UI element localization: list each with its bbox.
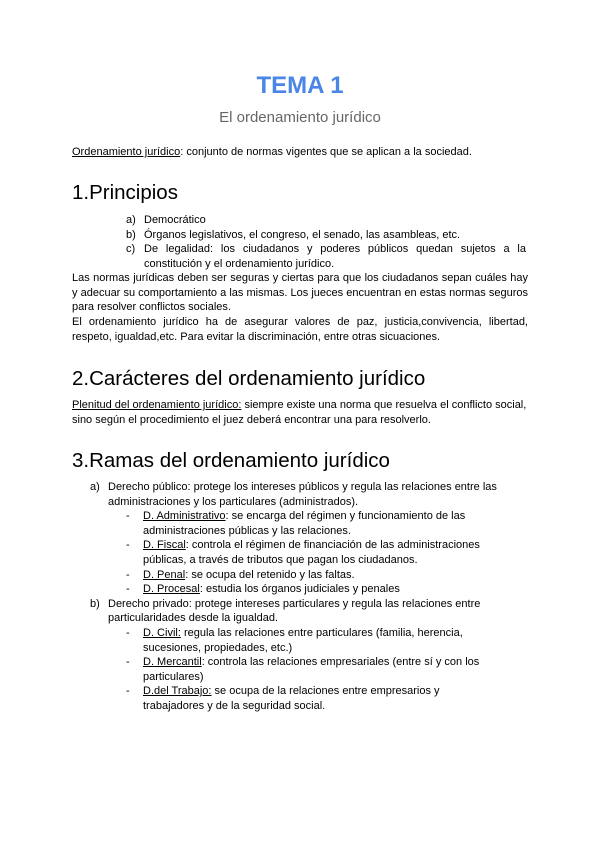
definition-line: [72, 146, 472, 158]
list-item: [126, 228, 526, 243]
list-item-text: : controla las relaciones empresariales (entre sí y con los particulares): [143, 656, 480, 683]
list-marker: a): [90, 481, 100, 493]
list-marker: c): [126, 243, 136, 256]
section2-paragraph: [72, 398, 528, 427]
branch-public: [90, 480, 510, 509]
list-item-text: regula las relaciones entre particulares (familia, herencia, sucesiones, propiedades, etc.): [143, 626, 463, 654]
list-item-term: D. Procesal: [143, 583, 200, 596]
list-item: - D. Administrativo: se encarga del régimen y funcionamiento de las administraciones públicas y las relaciones.: [126, 510, 466, 537]
list-marker: b): [126, 228, 136, 241]
list-item-text: : se ocupa del retenido y las faltas.: [185, 568, 355, 581]
branch-private-text: Derecho privado: protege intereses particulares y regula las relaciones entre particularidades desde la igualdad.: [108, 597, 481, 625]
section1-heading: 1.Principios: [72, 181, 178, 204]
list-item-term: D. Civil:: [143, 626, 181, 639]
section1-paragraph1: Las normas jurídicas deben ser seguras y ciertas para que los ciudadanos sepan cuáles hay y adecuar su comportamiento a las mismas. Los jueces encuentran en estas normas seguros para resolver conflictos sociales.: [72, 272, 528, 314]
list-item-term: D. Administrativo: [143, 510, 226, 523]
section2-text: siempre existe una norma que resuelva el conflicto social, sino según el procedimiento el juez deberá encontrar una para resolverlo.: [72, 399, 527, 426]
document-title: TEMA 1: [256, 72, 344, 99]
principles-list: [126, 213, 526, 271]
list-item-text: : controla el régimen de financiación de las administraciones públicas, a través de tributos que pagan los ciudadanos.: [143, 539, 480, 566]
list-item-text: Órganos legislativos, el congreso, el senado, las asambleas, etc.: [144, 228, 461, 241]
document-subtitle: El ordenamiento jurídico: [219, 109, 381, 126]
branches-list: [90, 480, 510, 714]
list-item-text: se ocupa de la relaciones entre empresarios y trabajadores y de la seguridad social.: [143, 685, 440, 712]
list-item: [126, 242, 526, 271]
list-item: - D. Fiscal: controla el régimen de financiación de las administraciones públicas, a través de tributos que pagan los ciudadanos.: [126, 539, 480, 566]
public-branch-list: [126, 509, 481, 597]
list-item-term: D. Fiscal: [143, 539, 186, 552]
list-item-text: : estudia los órganos judiciales y penales: [199, 583, 400, 596]
list-item: - D. Procesal: estudia los órganos judiciales y penales: [126, 583, 400, 596]
section1-paragraph2: El ordenamiento jurídico ha de asegurar valores de paz, justicia,convivencia, libertad, respeto, igualdad,etc. Para evitar la discriminación, entre otras sicuaciones.: [72, 316, 528, 343]
list-item: [126, 213, 526, 228]
list-item-term: D. Mercantil: [143, 656, 202, 669]
list-item: - D.del Trabajo: se ocupa de la relaciones entre empresarios y trabajadores y de la seguridad social.: [126, 685, 440, 712]
list-item-term: D. Penal: [143, 568, 186, 581]
list-item: - D. Civil: regula las relaciones entre particulares (familia, herencia, sucesiones, propiedades, etc.): [126, 626, 463, 654]
section2-term: Plenitud del ordenamiento jurídico:: [72, 399, 242, 411]
list-item-text: De legalidad: los ciudadanos y poderes públicos quedan sujetos a la constitución y el ordenamiento jurídico.: [144, 243, 526, 270]
list-item-text: Democrático: [144, 214, 206, 226]
section3-heading: 3.Ramas del ordenamiento jurídico: [72, 449, 390, 472]
list-marker: b): [90, 597, 100, 610]
definition-text: : conjunto de normas vigentes que se aplican a la sociedad.: [180, 146, 472, 158]
list-item-term: D.del Trabajo:: [143, 685, 212, 698]
branch-public-text: Derecho público: protege los intereses públicos y regula las relaciones entre las administraciones y los particulares (administrados).: [108, 481, 497, 508]
list-item: - D. Penal: se ocupa del retenido y las faltas.: [126, 568, 355, 581]
definition-term: Ordenamiento jurídico: [72, 146, 181, 158]
branch-private: [90, 597, 510, 626]
list-marker: a): [126, 214, 136, 226]
list-item-text: : se encarga del régimen y funcionamiento de las administraciones públicas y las relaciones.: [143, 510, 466, 537]
list-item: - D. Mercantil: controla las relaciones empresariales (entre sí y con los particulares): [126, 656, 480, 683]
private-branch-list: [126, 626, 481, 714]
section2-heading: 2.Carácteres del ordenamiento jurídico: [72, 367, 426, 390]
